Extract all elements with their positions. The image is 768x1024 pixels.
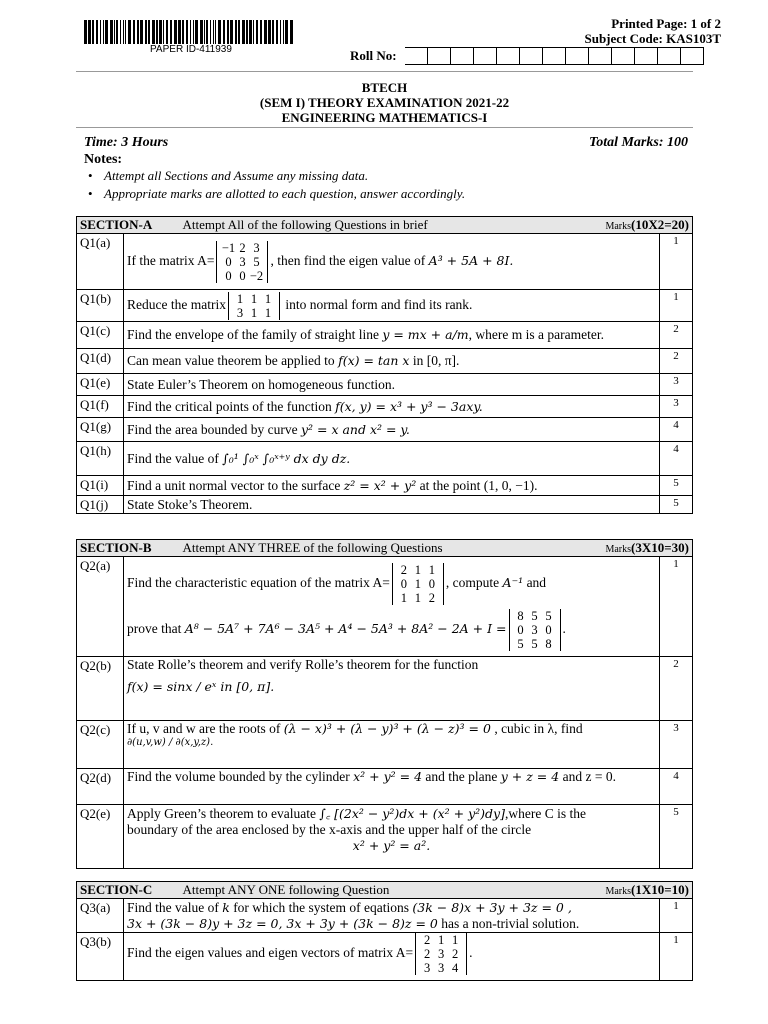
- question-number: Q2(b): [77, 657, 124, 721]
- section-marks: Marks(10X2=20): [605, 217, 689, 232]
- roll-box[interactable]: [520, 47, 543, 65]
- question-row: [77, 290, 693, 322]
- roll-box[interactable]: [589, 47, 612, 65]
- roll-box[interactable]: [612, 47, 635, 65]
- barcode-bar: [96, 20, 98, 44]
- barcode-bar: [235, 20, 237, 44]
- barcode-bar: [268, 20, 271, 44]
- note-2: • Appropriate marks are allotted to each question, answer accordingly.: [104, 186, 465, 202]
- barcode-bar: [166, 20, 168, 44]
- matrix: 2 1 1 2 3 2 3 3 4: [415, 933, 467, 975]
- roll-box[interactable]: [405, 47, 428, 65]
- barcode-bar: [249, 20, 252, 44]
- question-row: [77, 933, 693, 981]
- question-row: [77, 234, 693, 290]
- title-line-1: BTECH: [361, 80, 408, 95]
- total-marks: Total Marks: 100: [588, 135, 688, 150]
- question-text: Find the value of ∫₀¹ ∫₀ˣ ∫₀ˣ⁺ʸ dx dy dz.: [124, 442, 660, 476]
- title-line-3: ENGINEERING MATHEMATICS-I: [281, 110, 488, 125]
- roll-box[interactable]: [474, 47, 497, 65]
- question-number: Q2(d): [77, 769, 124, 805]
- question-number: Q1(b): [77, 290, 124, 322]
- question-text: If u, v and w are the roots of (λ − x)³ + (λ − y)³ + (λ − z)³ = 0 , cubic in λ, find ∂(u,v,w) / ∂(x,y,z).: [124, 721, 660, 769]
- barcode-bar: [242, 20, 245, 44]
- question-row: [77, 769, 693, 805]
- section-name: SECTION-A: [80, 217, 153, 232]
- barcode-bar: [264, 20, 267, 44]
- question-row: [77, 396, 693, 418]
- question-row: [77, 374, 693, 396]
- roll-box[interactable]: [497, 47, 520, 65]
- barcode-bar: [256, 20, 258, 44]
- question-row: [77, 557, 693, 657]
- time-allowed: Time: 3 Hours: [84, 135, 169, 150]
- barcode-bar: [210, 20, 211, 44]
- question-number: Q2(c): [77, 721, 124, 769]
- question-number: Q1(i): [77, 476, 124, 496]
- section-marks: Marks(1X10=10): [605, 882, 689, 897]
- barcode-bar: [204, 20, 205, 44]
- question-number: Q3(b): [77, 933, 124, 981]
- printed-page: Printed Page: 1 of 2: [611, 16, 721, 31]
- barcode-bar: [272, 20, 274, 44]
- question-number: Q1(d): [77, 349, 124, 374]
- question-number: Q1(c): [77, 322, 124, 349]
- roll-box[interactable]: [658, 47, 681, 65]
- roll-box[interactable]: [635, 47, 658, 65]
- question-text: Find the characteristic equation of the matrix A= 2 1 1 0 1 0 1 1 2 , compute A⁻¹ and prove that A⁸ − 5A⁷ + 7A⁶ − 3A⁵ + A⁴ − 5A³ + 8A² − 2A + I = 8 5 5 0 3 0 5 5 8 .: [124, 557, 660, 657]
- barcode-bar: [140, 20, 143, 44]
- barcode-bar: [178, 20, 181, 44]
- barcode-bar: [148, 20, 150, 44]
- question-marks: 3: [660, 396, 693, 418]
- matrix: −1 2 3 0 3 5 0 0 −2: [216, 241, 268, 283]
- question-row: [77, 899, 693, 933]
- question-number: Q1(j): [77, 496, 124, 514]
- subject-code: Subject Code: KAS103T: [584, 31, 721, 46]
- barcode-bar: [133, 20, 135, 44]
- question-row: [77, 805, 693, 869]
- question-marks: 2: [660, 657, 693, 721]
- question-row: [77, 496, 693, 514]
- question-number: Q1(g): [77, 418, 124, 442]
- section-c-table: [76, 881, 693, 981]
- question-marks: 1: [660, 290, 693, 322]
- question-text: Find the envelope of the family of straight line y = mx + a/m, where m is a parameter.: [124, 322, 660, 349]
- barcode-bar: [223, 20, 225, 44]
- section-instruction: Attempt ANY THREE of the following Questions: [182, 540, 443, 555]
- section-name: SECTION-C: [80, 882, 153, 897]
- question-number: Q1(e): [77, 374, 124, 396]
- question-marks: 4: [660, 769, 693, 805]
- question-marks: 2: [660, 349, 693, 374]
- barcode-bar: [170, 20, 172, 44]
- notes-label: Notes:: [84, 152, 123, 167]
- roll-box[interactable]: [428, 47, 451, 65]
- barcode-bar: [218, 20, 221, 44]
- question-row: [77, 442, 693, 476]
- section-b-table: [76, 539, 693, 869]
- section-marks: Marks(3X10=30): [605, 540, 689, 555]
- barcode-bar: [88, 20, 91, 44]
- paper-id: PAPER ID-411939: [150, 44, 232, 55]
- barcode-bar: [190, 20, 191, 44]
- barcode-bar: [105, 20, 108, 44]
- barcode-bar: [230, 20, 233, 44]
- section-a-header: [77, 217, 693, 234]
- question-row: [77, 349, 693, 374]
- question-text: State Stoke’s Theorem.: [124, 496, 660, 514]
- question-number: Q2(a): [77, 557, 124, 657]
- barcode-bar: [253, 20, 254, 44]
- section-instruction: Attempt ANY ONE following Question: [182, 882, 390, 897]
- question-number: Q1(a): [77, 234, 124, 290]
- question-marks: 3: [660, 721, 693, 769]
- barcode-bar: [276, 20, 278, 44]
- barcode-bar: [215, 20, 216, 44]
- question-marks: 1: [660, 557, 693, 657]
- barcode-bar: [128, 20, 131, 44]
- question-number: Q1(h): [77, 442, 124, 476]
- section-instruction: Attempt All of the following Questions in brief: [182, 217, 428, 232]
- question-marks: 2: [660, 322, 693, 349]
- note-1: • Attempt all Sections and Assume any missing data.: [104, 168, 368, 184]
- section-b-header: [77, 540, 693, 557]
- question-row: [77, 476, 693, 496]
- barcode: [84, 20, 296, 44]
- barcode-bar: [227, 20, 229, 44]
- barcode-bar: [125, 20, 126, 44]
- barcode-bar: [195, 20, 198, 44]
- barcode-bar: [280, 20, 281, 44]
- question-marks: 4: [660, 442, 693, 476]
- roll-box[interactable]: [543, 47, 566, 65]
- barcode-bar: [120, 20, 121, 44]
- section-a-table: [76, 216, 693, 514]
- question-text: Find the value of k for which the system of eqations (3k − 8)x + 3y + 3z = 0 , 3x + (3k − 8)y + 3z = 0, 3x + 3y + (3k − 8)z = 0 has a non-trivial solution.: [124, 899, 660, 933]
- barcode-bar: [110, 20, 113, 44]
- barcode-bar: [213, 20, 214, 44]
- question-marks: 1: [660, 933, 693, 981]
- barcode-bar: [283, 20, 284, 44]
- question-text: Find a unit normal vector to the surface z² = x² + y² at the point (1, 0, −1).: [124, 476, 660, 496]
- matrix: 2 1 1 0 1 0 1 1 2: [392, 563, 444, 605]
- question-marks: 1: [660, 234, 693, 290]
- barcode-bar: [290, 20, 293, 44]
- question-text: Find the eigen values and eigen vectors of matrix A= 2 1 1 2 3 2 3 3 4 .: [124, 933, 660, 981]
- title-line-2: (SEM I) THEORY EXAMINATION 2021-22: [259, 95, 510, 110]
- barcode-bar: [159, 20, 162, 44]
- question-text: State Rolle’s theorem and verify Rolle’s theorem for the function f(x) = sinx / eˣ in [0, π].: [124, 657, 660, 721]
- barcode-bar: [152, 20, 155, 44]
- question-text: Can mean value theorem be applied to f(x) = tan x in [0, π].: [124, 349, 660, 374]
- question-text: Find the area bounded by curve y² = x and x² = y.: [124, 418, 660, 442]
- matrix: 1 1 1 3 1 1: [228, 292, 280, 320]
- question-marks: 4: [660, 418, 693, 442]
- barcode-bar: [92, 20, 94, 44]
- barcode-bar: [103, 20, 104, 44]
- barcode-bar: [186, 20, 188, 44]
- question-text: Reduce the matrix 1 1 1 3 1 1 into normal form and find its rank.: [124, 290, 660, 322]
- roll-box[interactable]: [681, 47, 704, 65]
- roll-box[interactable]: [451, 47, 474, 65]
- barcode-bar: [100, 20, 101, 44]
- barcode-bar: [174, 20, 177, 44]
- roll-box[interactable]: [566, 47, 589, 65]
- question-marks: 1: [660, 899, 693, 933]
- roll-no-label: Roll No:: [350, 48, 397, 63]
- question-row: [77, 418, 693, 442]
- barcode-bar: [206, 20, 208, 44]
- question-number: Q3(a): [77, 899, 124, 933]
- matrix: 8 5 5 0 3 0 5 5 8: [509, 609, 561, 651]
- roll-no-row: [350, 47, 704, 65]
- barcode-bar: [156, 20, 158, 44]
- question-text: Find the critical points of the function f(x, y) = x³ + y³ − 3axy.: [124, 396, 660, 418]
- barcode-bar: [260, 20, 262, 44]
- divider: [76, 71, 693, 72]
- barcode-bar: [163, 20, 164, 44]
- barcode-bar: [200, 20, 203, 44]
- question-marks: 5: [660, 496, 693, 514]
- question-number: Q2(e): [77, 805, 124, 869]
- barcode-bar: [123, 20, 124, 44]
- section-name: SECTION-B: [80, 540, 152, 555]
- barcode-bar: [145, 20, 147, 44]
- barcode-bar: [182, 20, 184, 44]
- section-c-header: [77, 882, 693, 899]
- barcode-bar: [285, 20, 288, 44]
- barcode-bar: [114, 20, 115, 44]
- question-text: Find the volume bounded by the cylinder x² + y² = 4 and the plane y + z = 4 and z = 0.: [124, 769, 660, 805]
- question-row: [77, 657, 693, 721]
- barcode-bar: [137, 20, 139, 44]
- question-marks: 3: [660, 374, 693, 396]
- question-text: If the matrix A= −1 2 3 0 3 5 0 0 −2 , then find the eigen value of A³ + 5A + 8I.: [124, 234, 660, 290]
- question-number: Q1(f): [77, 396, 124, 418]
- barcode-bar: [193, 20, 194, 44]
- divider: [76, 127, 693, 128]
- barcode-bar: [246, 20, 248, 44]
- barcode-bar: [238, 20, 240, 44]
- question-text: State Euler’s Theorem on homogeneous function.: [124, 374, 660, 396]
- barcode-bar: [116, 20, 118, 44]
- question-row: [77, 721, 693, 769]
- question-marks: 5: [660, 805, 693, 869]
- barcode-bar: [84, 20, 87, 44]
- question-text: Apply Green’s theorem to evaluate ∫꜀ [(2x² − y²)dx + (x² + y²)dy],where C is the boundary of the area enclosed by the x-axis and the upper half of the circle x² + y² = a².: [124, 805, 660, 869]
- question-marks: 5: [660, 476, 693, 496]
- question-row: [77, 322, 693, 349]
